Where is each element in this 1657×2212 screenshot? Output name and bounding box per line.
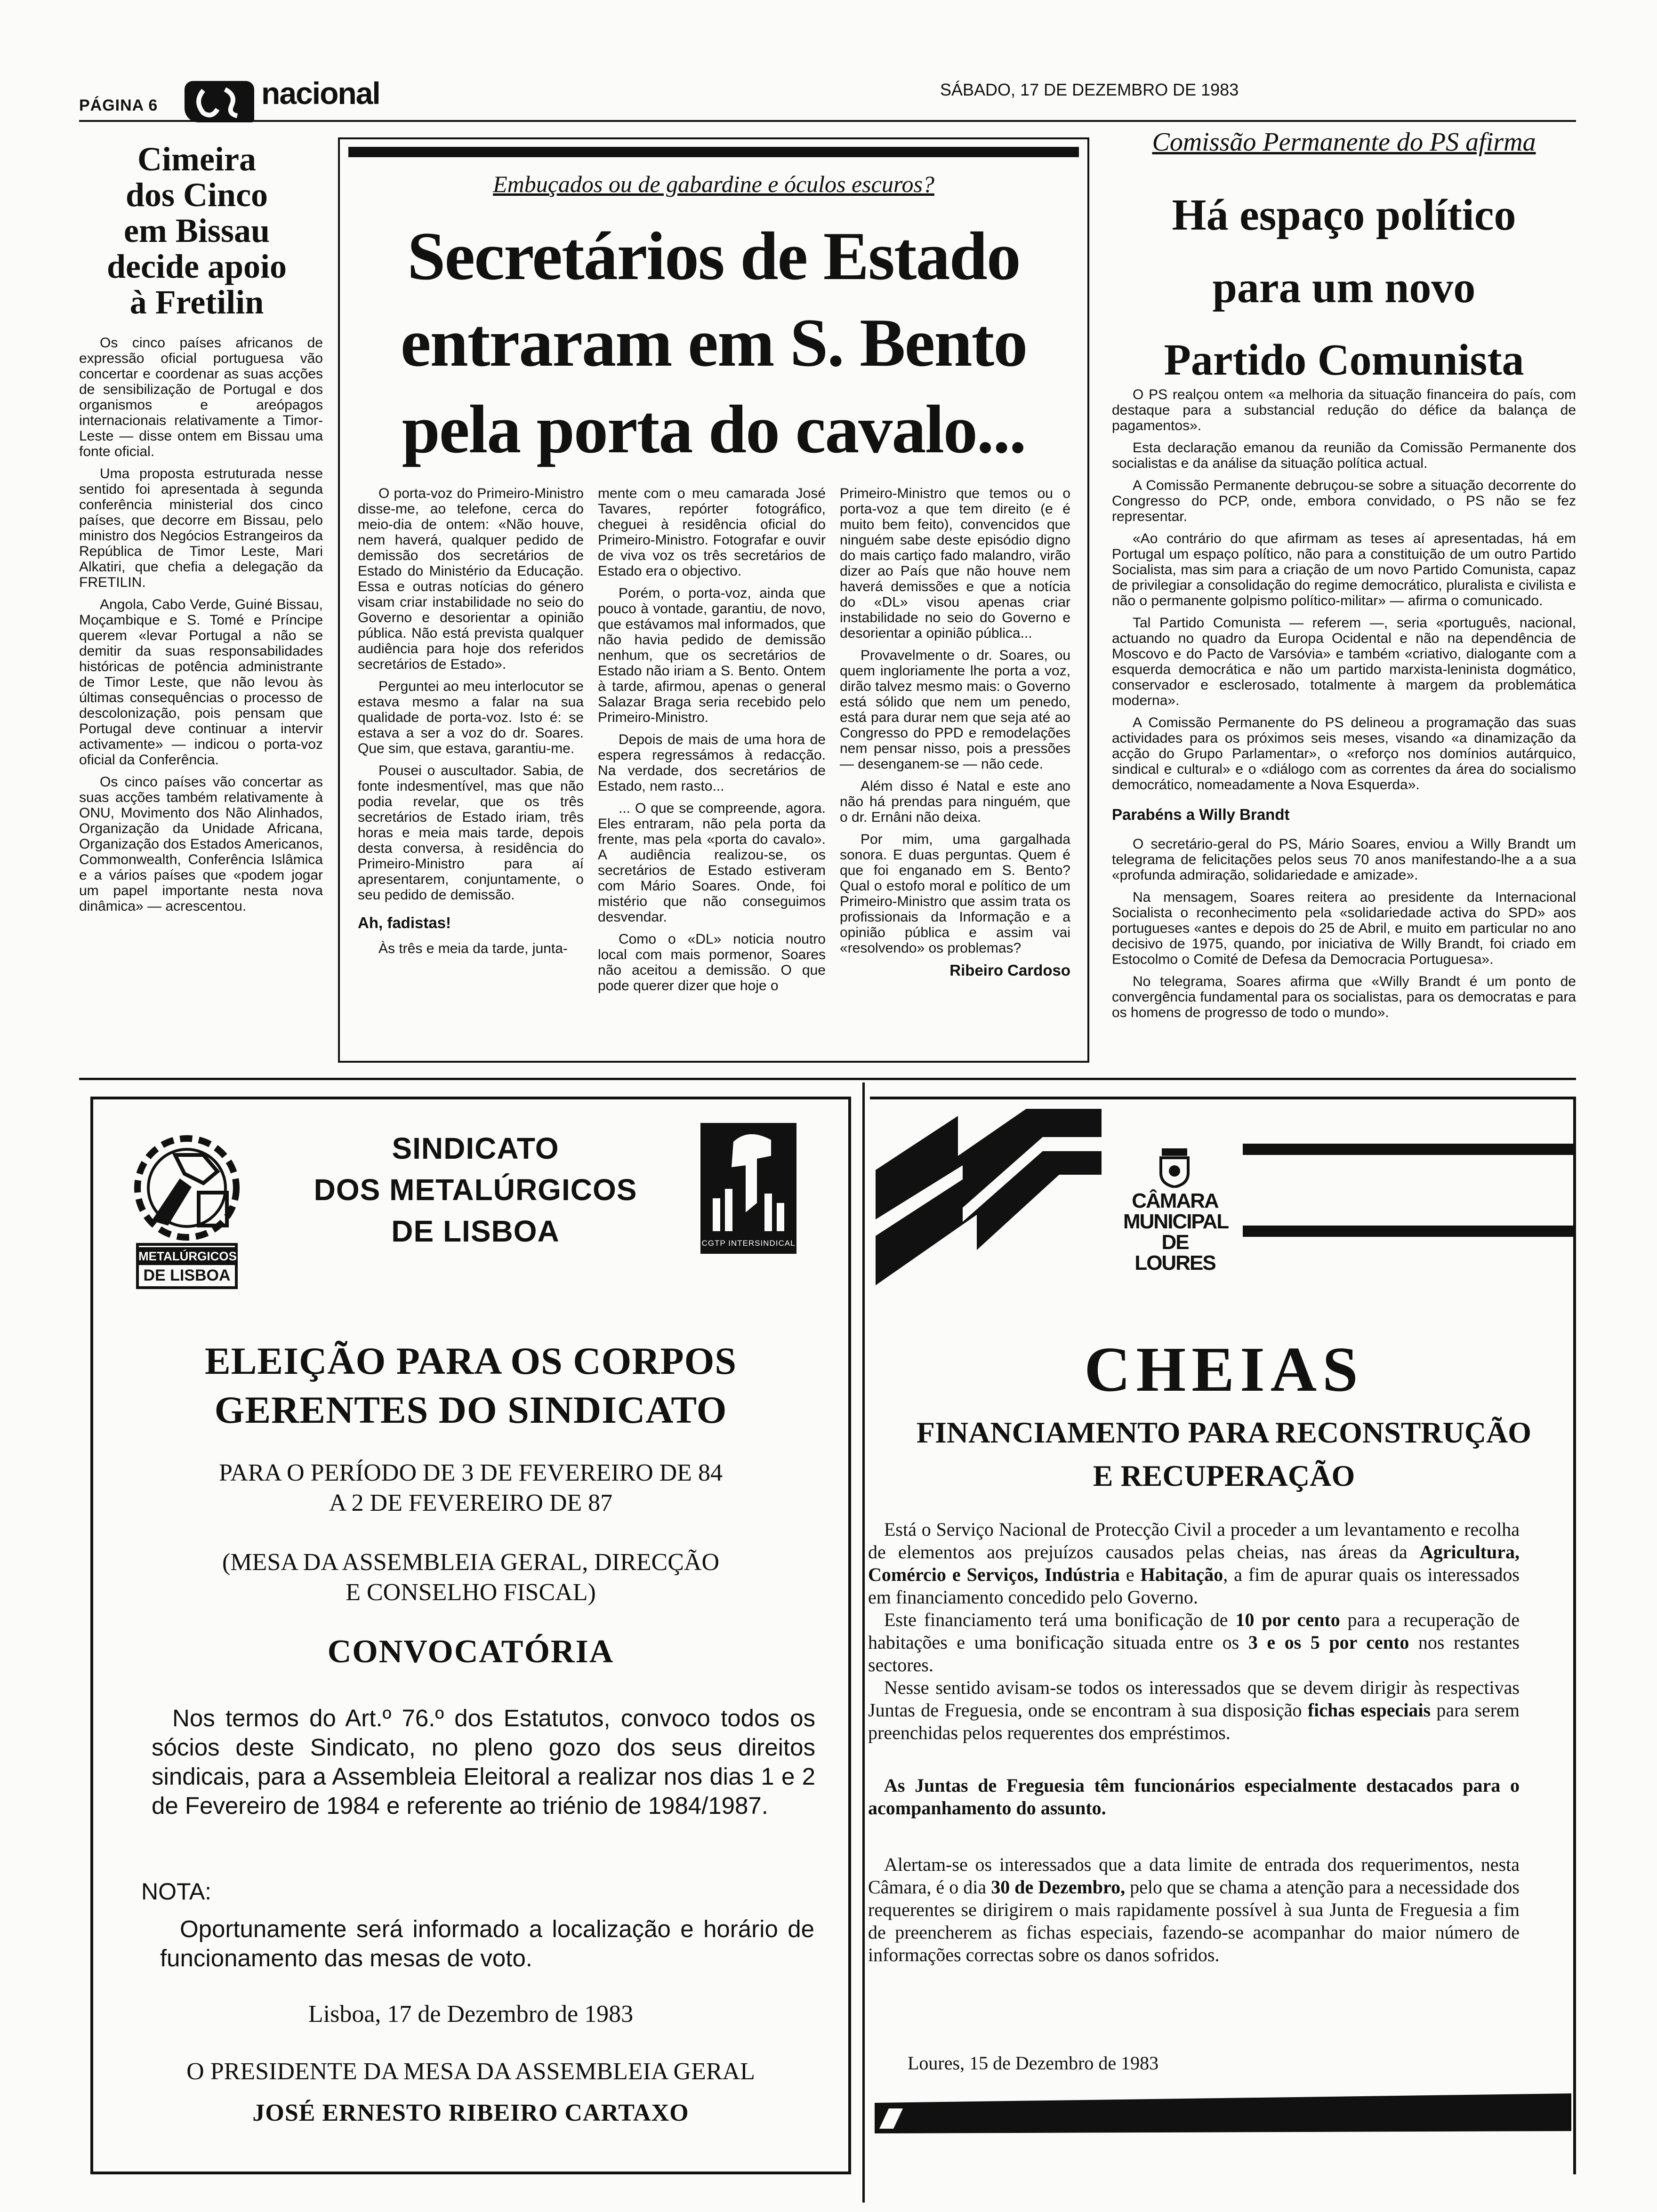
paragraph: Provavelmente o dr. Soares, ou quem ingloriamente lhe porta a voz, dirão talvez mesmo mais: o Governo está sólido que nem um penedo, está para durar nem que seja até ao Congresso do PPD e remodelações nem pensar nisso, pois a pressões — desenganem-se — não cede. (840, 648, 1070, 772)
paragraph: Esta declaração emanou da reunião da Comissão Permanente dos socialistas e da análise da situação política actual. (1112, 440, 1576, 471)
paragraph: Está o Serviço Nacional de Protecção Civil a proceder a um levantamento e recolha de elementos aos prejuízos causados pelas cheias, nas áreas da Agricultura, Comércio e Serviços, Indústria e Habitação, a fim de apurar quais os interessados em financiamento concedido pelo Governo. (868, 1519, 1520, 1608)
paragraph: Alertam-se os interessados que a data limite de entrada dos requerimentos, nesta Câmara, é o dia 30 de Dezembro, pelo que se chama a atenção para a necessidade dos requerentes se dirigirem o mais rapidamente possível à sua Junta de Freguesia a fim de preencherem as fichas especiais, fazendo-se acompanhar do maior número de informações correctas sobre os danos sofridos. (868, 1854, 1520, 1965)
byline: Ribeiro Cardoso (949, 962, 1070, 979)
subheading: Parabéns a Willy Brandt (1112, 806, 1290, 823)
paragraph: Os cinco países vão concertar as suas acções também relativamente à ONU, Movimento dos Não Alinhados, Organização da Unidade Africana, Organização dos Estados Americanos, Commonwealth, Conferência Islâmica e a vários países que «podem jogar um papel importante nesta nova dinâmica» — acrescentou. (79, 774, 323, 914)
union-ad-bodies: (MESA DA ASSEMBLEIA GERAL, DIRECÇÃO E CONSELHO FISCAL) (222, 1549, 719, 1606)
union-logo-text: METALÚRGICOS DE LISBOA (138, 1247, 235, 1286)
union-ad-signer-name: JOSÉ ERNESTO RIBEIRO CARTAXO (252, 2100, 689, 2126)
footer-band-graphic (875, 2089, 1571, 2136)
paragraph: Tal Partido Comunista — referem —, seria «português, nacional, actuando no quadro da Europa Ocidental e não na dependência de Moscovo e do Pacto de Varsóvia» e também «criativo, dialogante com a esquerda democrática e não um partido marxista-leninista dogmático, conservador e esclerosado, totalmente à margem da problemática moderna». (1112, 615, 1576, 708)
center-headline (348, 213, 1079, 473)
left-headline-line: decide apoio (106, 248, 287, 285)
paragraph: mente com o meu camarada José Tavares, repórter fotográfico, cheguei à residência oficial do Primeiro-Ministro. Fotografar e ouvir de viva voz os três secretários de Estado era o objectivo. (598, 486, 826, 579)
right-article-body (1112, 387, 1576, 1027)
subheading: Ah, fadistas! (358, 914, 451, 931)
header-rule (79, 120, 1576, 122)
paragraph: Às três e meia da tarde, junta- (378, 941, 568, 956)
union-ad-body: Nos termos do Art.º 76.º dos Estatutos, convoco todos os sócios deste Sindicato, no pleno gozo dos seus direitos sindicais, para a Assembleia Eleitoral a realizar nos dias 1 e 2 de Fevereiro de 1984 e referente ao triénio de 1984/1987. (152, 1705, 815, 1819)
paragraph: Na mensagem, Soares reitera ao presidente da Internacional Socialista o reconhecimento pela «solidariedade activa do SPD» aos portugueses «antes e depois do 25 de Abril, e muito em particular no ano decisivo de 1975, quando, por iniciativa de Willy Brandt, foi criado em Estocolmo o Comité de Defesa da Democracia Portuguesa». (1112, 890, 1576, 967)
union-ad-period: PARA O PERÍODO DE 3 DE FEVEREIRO DE 84 A 2 DE FEVEREIRO DE 87 (219, 1459, 723, 1516)
paragraph: No telegrama, Soares afirma que «Willy Brandt é um ponto de convergência fundamental para os socialistas, para os democratas e para os homens de progresso de todo o mundo». (1112, 974, 1576, 1020)
right-headline-line: Partido Comunista (1164, 336, 1524, 385)
paragraph: A Comissão Permanente do PS delineou a programação das suas actividades para os próximos seis meses, visando «a dinamização da acção do Grupo Parlamentar», o «reforço nos domínios autárquico, sindical e cultural» e o «diálogo com as correntes da área do socialismo democrático, nomeadamente a Nova Esquerda». (1112, 715, 1576, 793)
center-box-top-bar (348, 147, 1079, 157)
union-ad-title: ELEIÇÃO PARA OS CORPOS GERENTES DO SINDICATO (205, 1339, 737, 1431)
paragraph: Uma proposta estruturada nesse sentido foi apresentada à segunda conferência ministerial dos cinco países, que decorre em Bissau, pelo ministro dos Negócios Estrangeiros da República de Timor Leste, Mari Alkatiri, que chefia a delegação da FRETILIN. (79, 466, 323, 590)
right-headline-line: Há espaço político (1172, 191, 1516, 240)
left-headline-line: em Bissau (123, 212, 270, 249)
wave-graphic-icon (876, 1099, 1102, 1325)
union-ad-place-date: Lisboa, 17 de Dezembro de 1983 (308, 2001, 634, 2028)
section-logo (185, 81, 254, 122)
paragraph: Por mim, uma gargalhada sonora. E duas perguntas. Quem é que foi enganado em S. Bento? Qual o estofo moral e político de um Primeiro-Ministro que assim trata os profissionais da Informação e a opinião pública e assim vai «resolvendo» os problemas? (840, 832, 1070, 956)
header-date: SÁBADO, 17 DE DEZEMBRO DE 1983 (940, 80, 1239, 99)
center-col-1 (358, 486, 584, 963)
cgtp-logo (700, 1123, 796, 1254)
paragraph: Angola, Cabo Verde, Guiné Bissau, Moçambique e S. Tomé e Príncipe querem «levar Portugal a não se demitir da suas responsabilidades históricas de potência administrante de Timor Leste, que não levou às últimas consequências o processo de descolonização, pois pensam que Portugal deve continuar a intervir activamente» — indicou o porta-voz oficial da Conferência. (79, 597, 323, 768)
paragraph: Depois de mais de uma hora de espera regressámos à redacção. Na verdade, dos secretários de Estado, nem rasto... (598, 732, 826, 794)
center-headline-line: Secretários de Estado (407, 218, 1020, 294)
council-footer-wave (875, 2089, 1571, 2136)
left-headline (79, 141, 314, 320)
center-kicker: Embuçados ou de gabardine e óculos escuros? (493, 171, 934, 197)
left-headline-line: Cimeira (137, 140, 256, 178)
center-col-2 (598, 486, 826, 1000)
center-headline-line: entraram em S. Bento (400, 305, 1027, 381)
union-ad-nota-label: NOTA: (141, 1878, 212, 1905)
council-ad-body (868, 1518, 1520, 1966)
section-divider (79, 1078, 1576, 1080)
paragraph: Porém, o porta-voz, ainda que pouco à vontade, garantiu, de novo, que estávamos mal informados, que não havia pedido de demissão nenhum, que os secretários de Estado não iriam a S. Bento. Ontem à tarde, afirmou, apenas o general Salazar Braga seria recebido pelo Primeiro-Ministro. (598, 585, 826, 725)
council-ad-subtitle: FINANCIAMENTO PARA RECONSTRUÇÃO E RECUPERAÇÃO (916, 1416, 1532, 1492)
union-ad-convocatoria: CONVOCATÓRIA (327, 1634, 614, 1670)
council-top-bar (1243, 1144, 1576, 1155)
paragraph: O PS realçou ontem «a melhoria da situação financeira do país, com destaque para a substancial redução do défice da balança de pagamentos». (1112, 387, 1576, 433)
center-headline-line: pela porta do cavalo... (402, 391, 1026, 467)
right-kicker: Comissão Permanente do PS afirma (1152, 128, 1536, 157)
paragraph: ... O que se compreende, agora. Eles entraram, não pela porta da frente, mas pela «porta do cavalo». A audiência realizou-se, os secretários de Estado estiveram com Mário Soares. Onde, foi mistério que não conseguimos desvendar. (598, 801, 826, 925)
cgtp-logo-text: CGTP INTERSINDICAL (701, 1239, 796, 1248)
left-headline-line: dos Cinco (125, 176, 268, 214)
right-headline (1112, 179, 1576, 396)
union-ad-signer-title: O PRESIDENTE DA MESA DA ASSEMBLEIA GERAL (186, 2058, 755, 2085)
section-name: nacional (261, 76, 380, 111)
paragraph: Este financiamento terá uma bonificação de 10 por cento para a recuperação de habitações e uma bonificação situada entre os 3 e os 5 por cento nos restantes sectores. (868, 1609, 1520, 1675)
paragraph: Perguntei ao meu interlocutor se estava mesmo a falar na sua qualidade de porta-voz. Isto é: se estava a ser a voz do dr. Soares. Que sim, que estava, garantiu-me. (358, 679, 584, 756)
paragraph: A Comissão Permanente debruçou-se sobre a situação decorrente do Congresso do PCP, onde, embora convidado, o PS não se fez representar. (1112, 478, 1576, 524)
hand-icon (700, 1123, 796, 1236)
left-headline-line: à Fretilin (129, 283, 264, 321)
ad-column-divider (862, 1082, 865, 2203)
council-ad-place-date: Loures, 15 de Dezembro de 1983 (908, 2052, 1159, 2074)
paragraph: Os cinco países africanos de expressão oficial portuguesa vão concertar e coordenar as suas acções de sensibilização de Portugal e dos organismos e areópagos internacionais relativamente a Timor-Leste — disse ontem em Bissau uma fonte oficial. (79, 335, 323, 459)
paragraph: O porta-voz do Primeiro-Ministro disse-me, ao telefone, cerca do meio-dia de ontem: «Não houve, nem haverá, qualquer pedido de demissão dos secretários de Estado do Ministério da Educação. Essa e outras notícias do género visam criar instabilidade no seio do Governo e desorientar a opinião pública. Não está prevista qualquer audiência para hoje dos referidos secretários de Estado». (358, 486, 584, 672)
paragraph: «Ao contrário do que afirmam as teses aí apresentadas, há em Portugal um espaço político, não para a constituição de um outro Partido Socialista, mas sim para a criação de um novo Partido Comunista, capaz de privilegiar a consolidação do regime democrático, pluralista e civilista e não o permanente golpismo político-militar» — afirma o comunicado. (1112, 531, 1576, 609)
center-col-3 (840, 486, 1070, 985)
union-logo (123, 1127, 250, 1290)
council-crest (1157, 1146, 1192, 1188)
right-headline-line: para um novo (1212, 263, 1476, 312)
paragraph: Nesse sentido avisam-se todos os interessados que se devem dirigir às respectivas Juntas de Freguesia, onde se encontram à sua disposição fichas especiais para serem preenchidas pelos requerentes dos empréstimos. (868, 1677, 1520, 1743)
page-number: PÁGINA 6 (79, 96, 158, 114)
union-org-name: SINDICATO DOS METALÚRGICOS DE LISBOA (314, 1131, 637, 1248)
council-bottom-bar (1243, 1226, 1576, 1237)
council-ad-title: CHEIAS (1084, 1334, 1364, 1405)
paragraph: Pousei o auscultador. Sabia, de fonte indesmentível, mas que não podia revelar, que os três secretários de Estado iriam, três horas e meia mais tarde, depois desta conversa, à residência do Primeiro-Ministro para aí apresentarem, conjuntamente, o seu pedido de demissão. (358, 763, 584, 903)
paragraph: Além disso é Natal e este ano não há prendas para ninguém, que o dr. Ernâni não deixa. (840, 778, 1070, 825)
left-article-body (79, 335, 323, 921)
union-ad-nota-text: Oportunamente será informado a localização e horário de funcionamento das mesas de voto. (160, 1915, 814, 1972)
council-graphic (876, 1099, 1102, 1325)
council-org-name: CÂMARA MUNICIPAL DE LOURES (1123, 1189, 1229, 1274)
paragraph: Como o «DL» noticia noutro local com mais pormenor, Soares não aceitou a demissão. O que pode querer dizer que hoje o (598, 931, 826, 994)
paragraph: O secretário-geral do PS, Mário Soares, enviou a Willy Brandt um telegrama de felicitações pelos seus 70 anos manifestando-lhe a a sua «profunda admiração, solidariedade e amizade». (1112, 836, 1576, 883)
paragraph: Primeiro-Ministro que temos ou o porta-voz a que tem direito (e é muito bem feito), convencidos que ninguém sabe deste episódio digno do mais cartiço fado malandro, virão dizer ao País que não houve nem haverá demissões e que a notícia do «DL» visou apenas criar instabilidade no seio do Governo e desorientar a opinião pública... (840, 486, 1070, 641)
paragraph: As Juntas de Freguesia têm funcionários especialmente destacados para o acompanhamento do assunto. (868, 1775, 1520, 1819)
crest-icon (1157, 1146, 1192, 1188)
